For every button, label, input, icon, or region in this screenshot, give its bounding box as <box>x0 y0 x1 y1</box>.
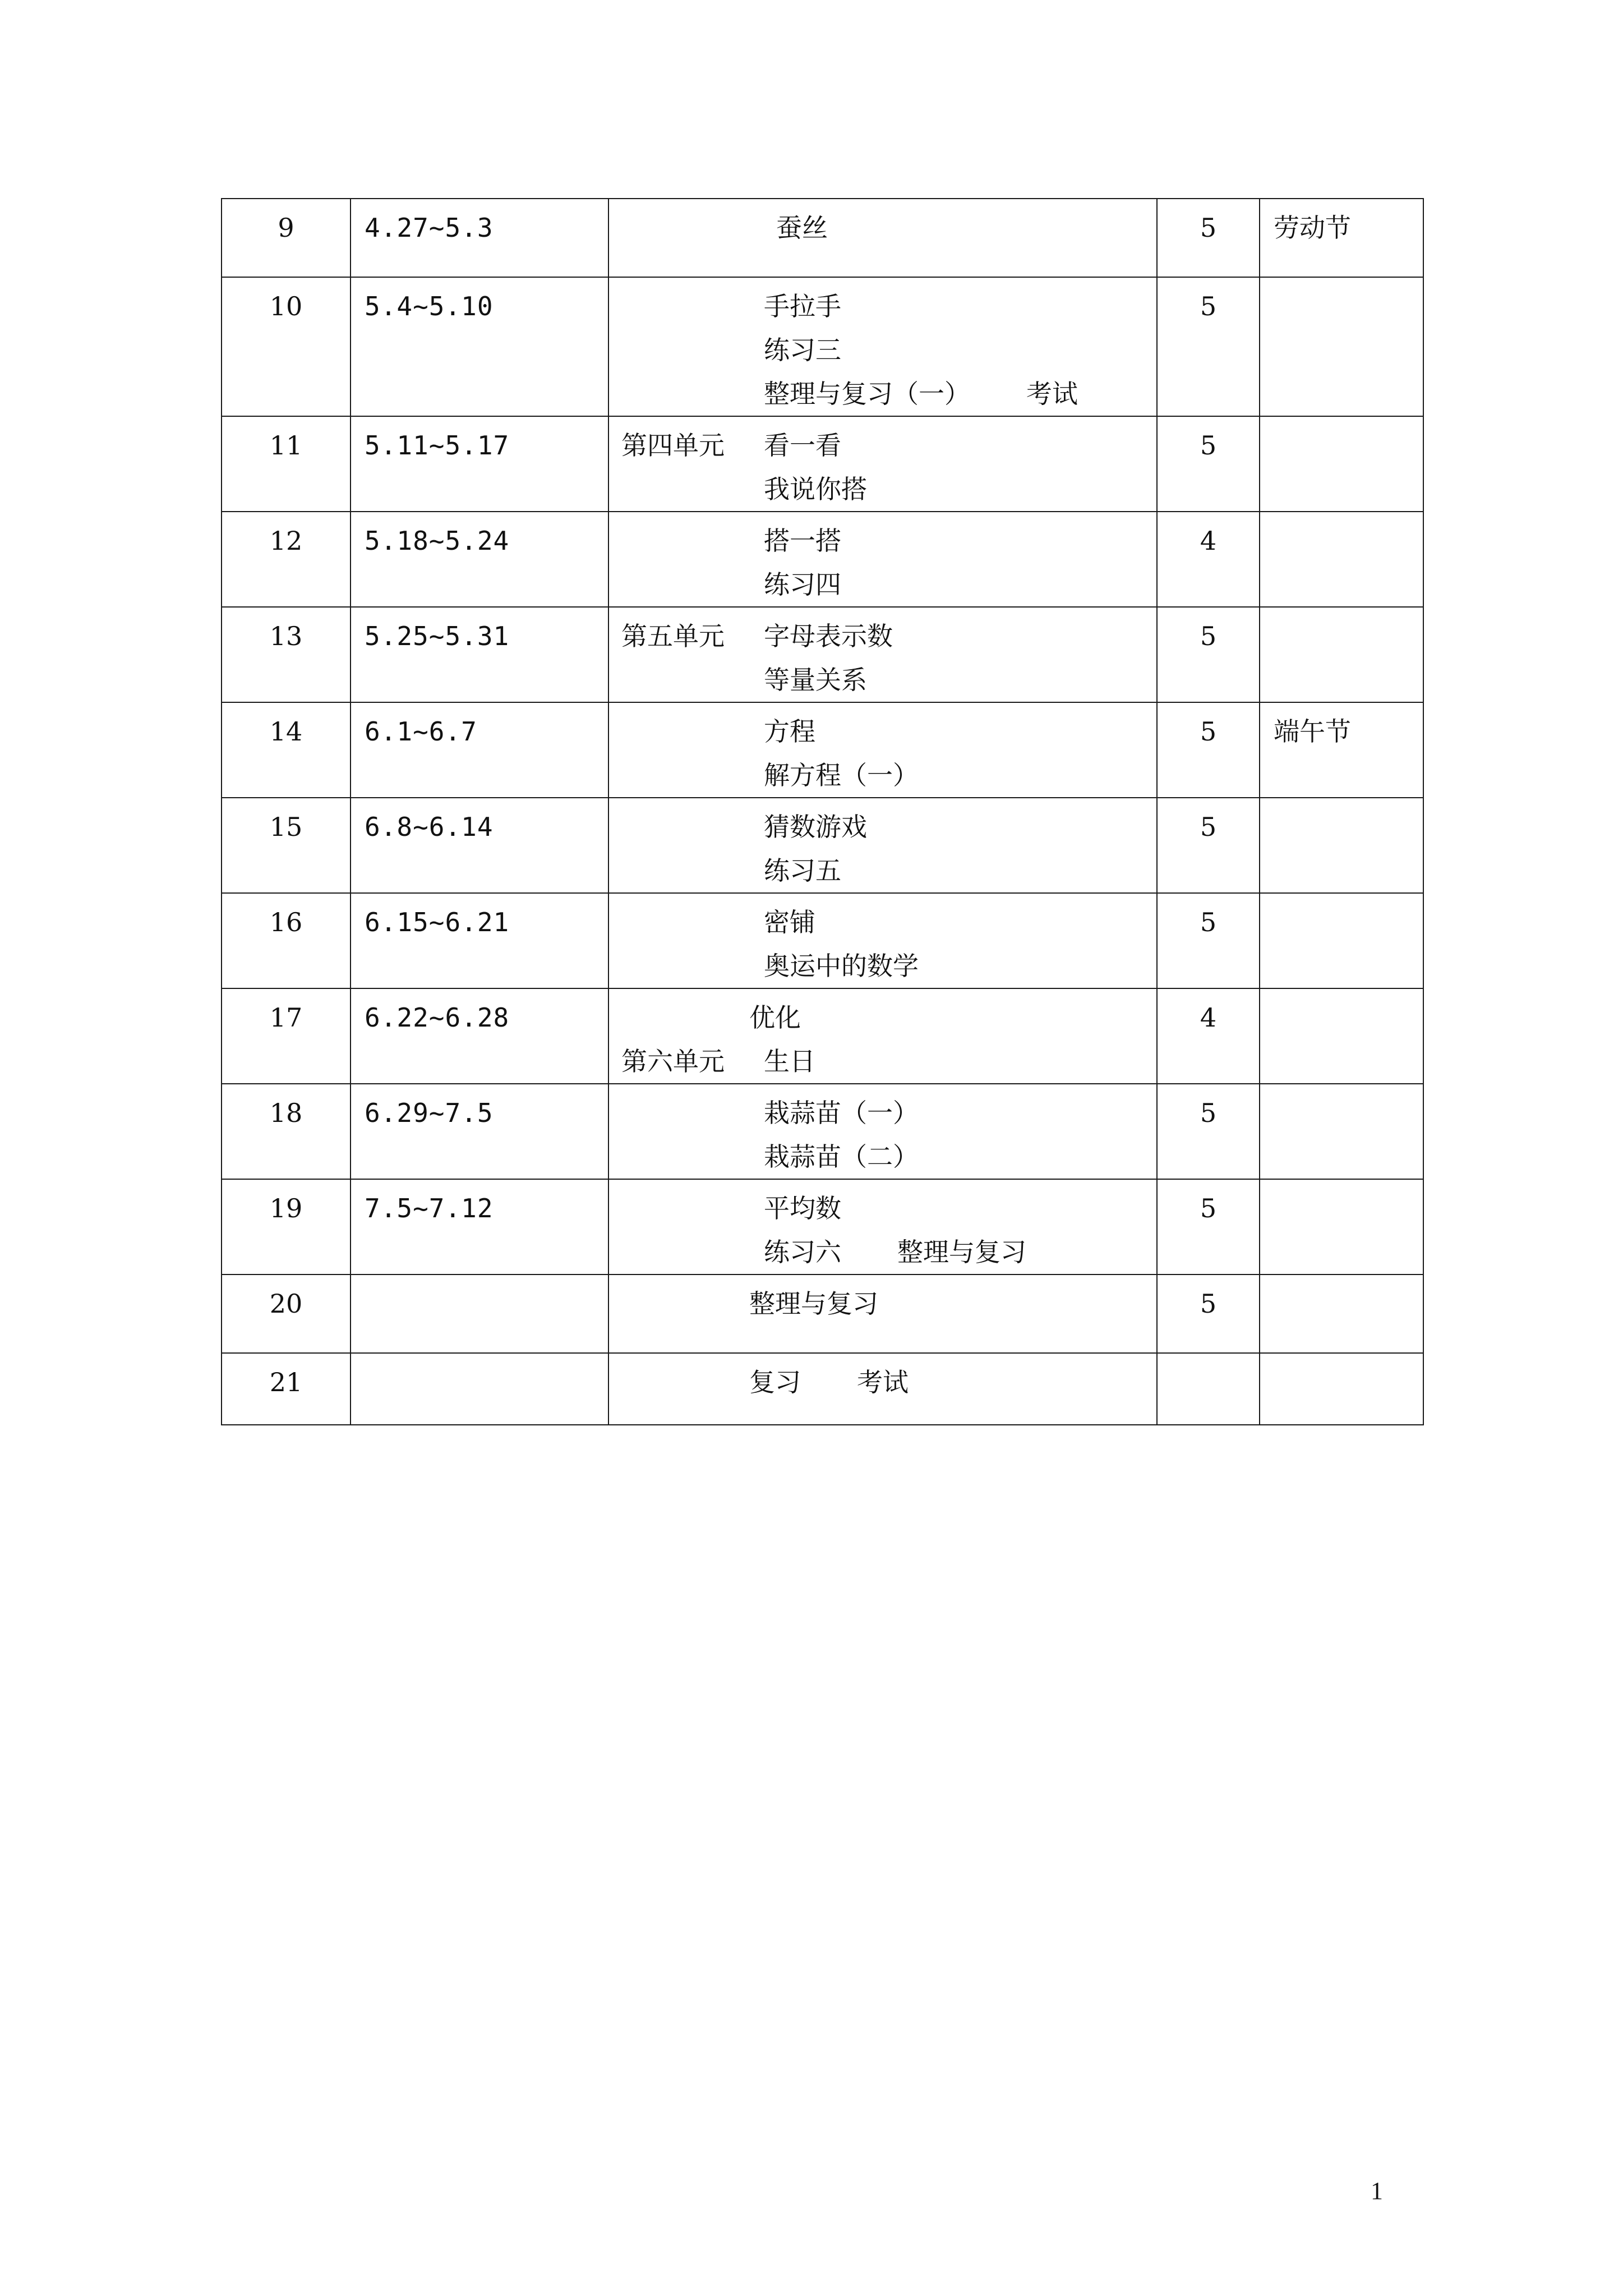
lesson-content-cell <box>608 1274 1157 1353</box>
table-row <box>222 199 1423 277</box>
lesson-topic: 整理与复习（一） <box>764 379 970 409</box>
table-row <box>222 1084 1423 1179</box>
note-cell <box>1260 893 1423 988</box>
table-row <box>222 702 1423 798</box>
week-cell: 19 <box>222 1179 351 1274</box>
note-cell <box>1260 1084 1423 1179</box>
note-cell: 端午节 <box>1260 702 1423 798</box>
lesson-topic: 练习四 <box>764 569 841 600</box>
week-cell: 17 <box>222 988 351 1084</box>
lesson-line <box>621 900 1143 944</box>
lesson-line <box>621 467 1143 511</box>
periods-cell: 5 <box>1157 607 1260 702</box>
lesson-line <box>621 849 1143 892</box>
unit-label: 第四单元 <box>621 430 725 461</box>
periods-cell <box>1157 1353 1260 1425</box>
periods-cell: 5 <box>1157 1179 1260 1274</box>
unit-label: 第六单元 <box>621 1046 725 1076</box>
lesson-content-cell <box>608 798 1157 893</box>
lesson-topic: 栽蒜苗（一） <box>764 1098 919 1128</box>
lesson-line <box>621 753 1143 797</box>
lesson-line <box>621 614 1143 658</box>
periods-cell: 5 <box>1157 798 1260 893</box>
periods-cell: 5 <box>1157 893 1260 988</box>
week-cell: 18 <box>222 1084 351 1179</box>
lesson-topic: 整理与复习 <box>897 1237 1026 1267</box>
date-range-cell: 5.25~5.31 <box>351 607 608 702</box>
lesson-content-cell <box>608 199 1157 277</box>
lesson-line <box>621 1039 1143 1083</box>
periods-cell: 5 <box>1157 1274 1260 1353</box>
note-cell <box>1260 277 1423 416</box>
lesson-topic: 平均数 <box>764 1193 841 1223</box>
date-range-cell: 6.15~6.21 <box>351 893 608 988</box>
lesson-topic: 奥运中的数学 <box>764 951 919 981</box>
lesson-topic: 练习六 <box>764 1237 841 1267</box>
date-range-cell: 6.22~6.28 <box>351 988 608 1084</box>
date-range-cell: 5.4~5.10 <box>351 277 608 416</box>
lesson-line <box>621 284 1143 328</box>
lesson-line <box>621 1230 1143 1274</box>
lesson-topic: 看一看 <box>764 430 841 461</box>
lesson-topic: 猜数游戏 <box>764 812 867 842</box>
lesson-line <box>621 519 1143 563</box>
lesson-topic: 考试 <box>1026 379 1078 409</box>
schedule-table-body <box>222 199 1423 1425</box>
week-cell: 20 <box>222 1274 351 1353</box>
lesson-topic: 手拉手 <box>764 291 841 321</box>
note-cell <box>1260 512 1423 607</box>
note-cell <box>1260 798 1423 893</box>
lesson-line <box>621 805 1143 849</box>
week-cell: 16 <box>222 893 351 988</box>
lesson-line <box>621 206 1143 250</box>
date-range-cell: 5.11~5.17 <box>351 416 608 512</box>
week-cell: 9 <box>222 199 351 277</box>
lesson-content-cell <box>608 277 1157 416</box>
note-cell <box>1260 1274 1423 1353</box>
date-range-cell: 6.1~6.7 <box>351 702 608 798</box>
lesson-line <box>621 710 1143 753</box>
lesson-topic: 整理与复习 <box>749 1289 878 1319</box>
lesson-topic: 蚕丝 <box>776 213 828 243</box>
unit-label: 第五单元 <box>621 621 725 651</box>
note-cell <box>1260 607 1423 702</box>
date-range-cell: 6.29~7.5 <box>351 1084 608 1179</box>
week-cell: 12 <box>222 512 351 607</box>
week-cell: 11 <box>222 416 351 512</box>
lesson-topic: 生日 <box>764 1046 815 1076</box>
table-row <box>222 416 1423 512</box>
table-row <box>222 988 1423 1084</box>
periods-cell: 5 <box>1157 277 1260 416</box>
lesson-line <box>621 1186 1143 1230</box>
note-cell <box>1260 1179 1423 1274</box>
lesson-topic: 我说你搭 <box>764 474 867 504</box>
table-row <box>222 893 1423 988</box>
periods-cell: 5 <box>1157 199 1260 277</box>
periods-cell: 5 <box>1157 416 1260 512</box>
date-range-cell: 7.5~7.12 <box>351 1179 608 1274</box>
lesson-topic: 解方程（一） <box>764 760 919 790</box>
table-row <box>222 798 1423 893</box>
week-cell: 14 <box>222 702 351 798</box>
lesson-content-cell <box>608 1179 1157 1274</box>
lesson-topic: 等量关系 <box>764 665 867 695</box>
note-cell <box>1260 988 1423 1084</box>
week-cell: 15 <box>222 798 351 893</box>
lesson-topic: 复习 <box>749 1367 801 1397</box>
note-cell <box>1260 1353 1423 1425</box>
lesson-content-cell <box>608 1353 1157 1425</box>
periods-cell: 4 <box>1157 988 1260 1084</box>
table-row <box>222 1274 1423 1353</box>
lesson-content-cell <box>608 1084 1157 1179</box>
date-range-cell <box>351 1353 608 1425</box>
lesson-line <box>621 424 1143 467</box>
table-row <box>222 607 1423 702</box>
lesson-topic: 练习五 <box>764 855 841 886</box>
periods-cell: 4 <box>1157 512 1260 607</box>
lesson-topic: 栽蒜苗（二） <box>764 1142 919 1172</box>
lesson-topic: 搭一搭 <box>764 526 841 556</box>
date-range-cell: 5.18~5.24 <box>351 512 608 607</box>
lesson-content-cell <box>608 893 1157 988</box>
lesson-line <box>621 372 1143 416</box>
week-cell: 21 <box>222 1353 351 1425</box>
lesson-content-cell <box>608 607 1157 702</box>
teaching-schedule-table <box>221 198 1424 1425</box>
lesson-topic: 字母表示数 <box>764 621 893 651</box>
lesson-line <box>621 996 1143 1039</box>
table-row <box>222 1179 1423 1274</box>
lesson-topic: 方程 <box>764 716 815 747</box>
week-cell: 13 <box>222 607 351 702</box>
date-range-cell <box>351 1274 608 1353</box>
lesson-content-cell <box>608 416 1157 512</box>
date-range-cell: 6.8~6.14 <box>351 798 608 893</box>
lesson-content-cell <box>608 988 1157 1084</box>
week-cell: 10 <box>222 277 351 416</box>
table-row <box>222 1353 1423 1425</box>
page-number: 1 <box>1371 2177 1383 2205</box>
lesson-line <box>621 328 1143 372</box>
note-cell: 劳动节 <box>1260 199 1423 277</box>
note-cell <box>1260 416 1423 512</box>
table-row <box>222 277 1423 416</box>
periods-cell: 5 <box>1157 1084 1260 1179</box>
lesson-line <box>621 944 1143 988</box>
lesson-line <box>621 1282 1143 1326</box>
lesson-line <box>621 658 1143 702</box>
table-row <box>222 512 1423 607</box>
lesson-topic: 优化 <box>749 1002 801 1033</box>
lesson-topic: 密铺 <box>764 907 815 937</box>
lesson-content-cell <box>608 512 1157 607</box>
lesson-line <box>621 1360 1143 1404</box>
periods-cell: 5 <box>1157 702 1260 798</box>
lesson-content-cell <box>608 702 1157 798</box>
lesson-topic: 考试 <box>857 1367 909 1397</box>
lesson-line <box>621 1135 1143 1179</box>
lesson-topic: 练习三 <box>764 335 841 365</box>
date-range-cell: 4.27~5.3 <box>351 199 608 277</box>
lesson-line <box>621 1091 1143 1135</box>
lesson-line <box>621 563 1143 606</box>
